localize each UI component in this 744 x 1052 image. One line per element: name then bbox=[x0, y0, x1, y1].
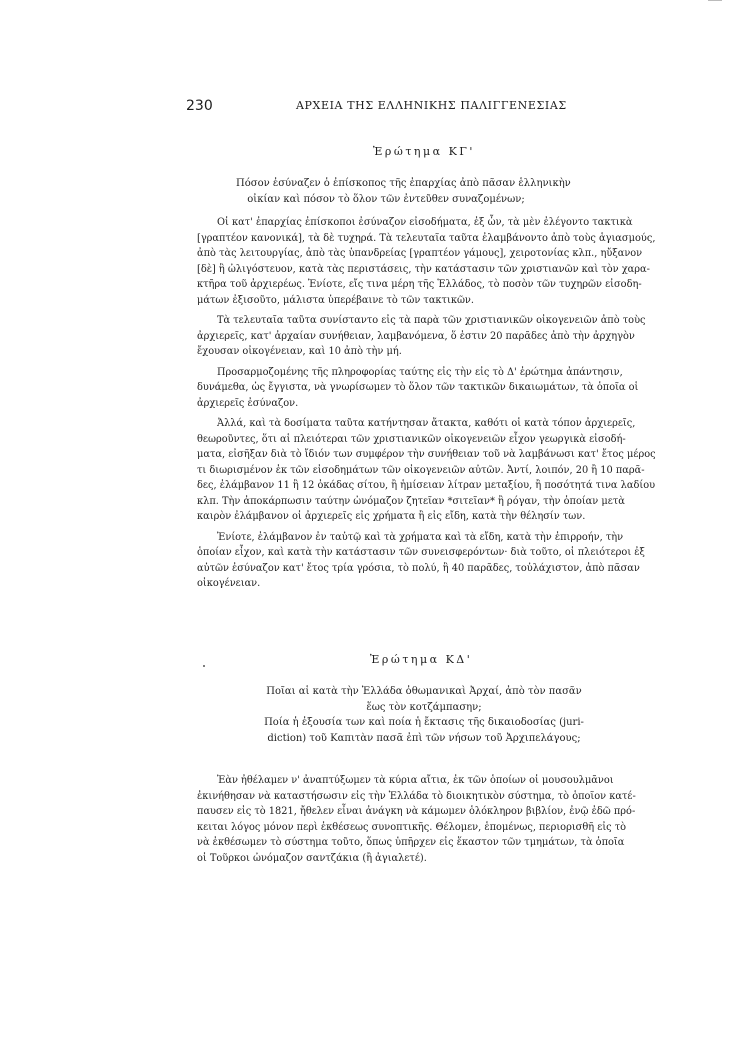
text-line: ὁποίαν εἶχον, καὶ κατὰ τὴν κατάστασιν τῶν συνεισφερόντων· διὰ τοῦτο, οἱ πλειότεροι ἐξ bbox=[197, 547, 645, 558]
text-line: Ἐνίοτε, ἐλάμβανον ἐν ταὐτῷ καὶ τὰ χρήματα καὶ τὰ εἴδη, κατὰ τὴν ἐπιρροήν, τὴν bbox=[217, 531, 624, 543]
question-heading: Ἐρώτημα ΚΔ' bbox=[370, 653, 473, 666]
text-line: νὰ ἐκθέσωμεν τὸ σύστημα τοῦτο, ὅπως ὑπῆρχεν εἰς ἕκαστον τῶν τμημάτων, τὰ ὁποῖα bbox=[197, 837, 625, 848]
text-line: θεωροῦντες, ὅτι αἱ πλειότεραι τῶν χριστιανικῶν οἰκογενειῶν εἶχον γεωργικὰ εἰσοδή- bbox=[197, 433, 626, 445]
question-heading: Ἐρώτημα ΚΓ' bbox=[373, 145, 475, 158]
scan-artifact bbox=[708, 0, 722, 5]
text-line: δες, ἐλάμβανον 11 ἢ 12 ὀκάδας σίτου, ἢ ἡμίσειαν λίτραν μεταξίου, ἢ ποσότητά τινα λαδίου bbox=[197, 480, 656, 491]
page-number: 230 bbox=[186, 98, 213, 114]
stray-mark bbox=[203, 665, 205, 667]
text-line: ἀρχιερεῖς ἐσύναζον. bbox=[197, 397, 299, 409]
text-line: μάτων ἐξισοῦτο, μάλιστα ὑπερέβαινε τὸ τῶν τακτικῶν. bbox=[197, 294, 474, 306]
text-line: ἀρχιερεῖς, κατ' ἀρχαίαν συνήθειαν, λαμβανόμενα, ὅ ἐστιν 20 παρᾶδες ἀπὸ τὴν ἀρχηγὸν bbox=[197, 330, 635, 342]
text-line: Προσαρμοζομένης τῆς πληροφορίας ταύτης εἰς τὴν εἰς τὸ Δ' ἐρώτημα ἀπάντησιν, bbox=[217, 366, 623, 378]
text-line: Οἱ κατ' ἐπαρχίας ἐπίσκοποι ἐσύναζον εἰσοδήματα, ἐξ ὧν, τὰ μὲν ἐλέγοντο τακτικὰ bbox=[217, 217, 633, 228]
text-line: ματα, εἰσῆξαν διὰ τὸ ἴδιόν των συμφέρον τὴν συνήθειαν τοῦ νὰ λαμβάνωσι κατ' ἔτος μέρος bbox=[197, 449, 656, 460]
question-line: οἰκίαν καὶ πόσον τὸ ὅλον τῶν ἐντεῦθεν συναζομένων; bbox=[247, 193, 525, 205]
text-line: κειται λόγος μόνον περὶ ἐκθέσεως συνοπτικῆς. Θέλομεν, ἑπομένως, περιορισθῆ εἰς τὸ bbox=[197, 821, 627, 833]
paragraph bbox=[197, 313, 646, 360]
question-line: Ποῖαι αἱ κατὰ τὴν Ἑλλάδα ὀθωμανικαὶ Ἀρχαί, ἀπὸ τὸν πασᾶν bbox=[266, 686, 582, 697]
question-text bbox=[236, 176, 571, 207]
paragraph bbox=[197, 215, 656, 308]
text-line: κλπ. Τὴν ἀποκάρπωσιν ταύτην ὠνόμαζον ζητεῖαν *σιτεῖαν* ἢ ρόγαν, τὴν ὁποίαν μετὰ bbox=[197, 495, 625, 507]
text-line: Ἐὰν ἠθέλαμεν ν' ἀναπτύξωμεν τὰ κύρια αἴτια, ἐκ τῶν ὁποίων οἱ μουσουλμᾶνοι bbox=[217, 775, 614, 786]
text-line: δυνάμεθα, ὡς ἔγγιστα, νὰ γνωρίσωμεν τὸ ὅλον τῶν τακτικῶν δικαιωμάτων, τὰ ὁποῖα οἱ bbox=[197, 382, 639, 393]
text-line: καιρὸν ἐλάμβανον οἱ ἀρχιερεῖς εἰς χρήματα ἢ εἰς εἴδη, κατὰ τὴν θέλησίν των. bbox=[197, 511, 586, 522]
text-line: ἐκινήθησαν νὰ καταστήσωσιν εἰς τὴν Ἑλλάδα τὸ διοικητικὸν σύστημα, τὸ ὁποῖον κατέ- bbox=[197, 790, 636, 802]
text-line: ἀπὸ τὰς λειτουργίας, ἀπὸ τὰς ὑπανδρείας [γραπτέον γάμους], χειροτονίας κλπ., ηὔξανον bbox=[197, 248, 643, 259]
running-title: ΑΡΧΕΙΑ ΤΗΣ ΕΛΛΗΝΙΚΗΣ ΠΑΛΙΓΓΕΝΕΣΙΑΣ bbox=[296, 99, 567, 112]
text-line: [γραπτέον κανονικά], τὰ δὲ τυχηρά. Τὰ τελευταῖα ταῦτα ἐλαμβάνοντο ἀπὸ τοὺς ἁγιασμούς, bbox=[197, 232, 656, 244]
text-line: οἱ Τοῦρκοι ὠνόμαζον σαντζάκια (ἢ ἀγιαλετέ). bbox=[197, 852, 427, 864]
answer-body bbox=[197, 215, 656, 597]
question-line: Πόσον ἐσύναζεν ὁ ἐπίσκοπος τῆς ἐπαρχίας ἀπὸ πᾶσαν ἑλληνικὴν bbox=[236, 178, 571, 189]
text-line: τι διωρισμένον ἐκ τῶν εἰσοδημάτων τῶν οἰκογενειῶν αὐτῶν. Ἀντί, λοιπόν, 20 ἢ 10 παρᾶ- bbox=[197, 464, 645, 476]
text-line: κτῆρα τοῦ ἀρχιερέως. Ἐνίοτε, εἴς τινα μέρη τῆς Ἑλλάδος, τὸ ποσὸν τῶν τυχηρῶν εἰσοδη- bbox=[197, 279, 642, 290]
paragraph bbox=[197, 365, 639, 412]
question-text bbox=[236, 684, 612, 746]
paragraph bbox=[197, 416, 656, 525]
answer-body bbox=[197, 773, 636, 871]
text-line: παυσεν εἰς τὸ 1821, ἤθελεν εἶναι ἀνάγκη νὰ κάμωμεν ὁλόκληρον βιβλίον, ἐνῷ ἐδῶ πρό- bbox=[197, 806, 636, 817]
paragraph bbox=[197, 773, 636, 866]
text-line: αὐτῶν ἐσύναζον κατ' ἔτος τρία γρόσια, τὸ πολύ, ἢ 40 παρᾶδες, τοὐλάχιστον, ἀπὸ πᾶσαν bbox=[197, 562, 640, 574]
text-line: Ἀλλά, καὶ τὰ δοσίματα ταῦτα κατήντησαν ἄτακτα, καθότι οἱ κατὰ τόπον ἀρχιερεῖς, bbox=[217, 418, 636, 429]
question-line: ἕως τὸν κοτζάμπασην; bbox=[366, 701, 482, 713]
question-line: diction) τοῦ Καπιτὰν πασᾶ ἐπὶ τῶν νήσων τοῦ Ἀρχιπελάγους; bbox=[267, 732, 581, 744]
text-line: ἔχουσαν οἰκογένειαν, καὶ 10 ἀπὸ τὴν μή. bbox=[197, 346, 402, 357]
paragraph bbox=[197, 530, 645, 592]
question-line: Ποία ἡ ἐξουσία των καὶ ποία ἡ ἔκτασις τῆς δικαιοδοσίας (juri- bbox=[264, 717, 584, 728]
text-line: Τὰ τελευταῖα ταῦτα συνίσταντο εἰς τὰ παρὰ τῶν χριστιανικῶν οἰκογενειῶν ἀπὸ τοὺς bbox=[217, 315, 646, 326]
text-line: οἰκογένειαν. bbox=[197, 578, 261, 589]
text-line: [δὲ] ἢ ὠλιγόστευον, κατὰ τὰς περιστάσεις, τὴν κατάστασιν τῶν χριστιανῶν καὶ τὸν χαρα- bbox=[197, 263, 650, 275]
